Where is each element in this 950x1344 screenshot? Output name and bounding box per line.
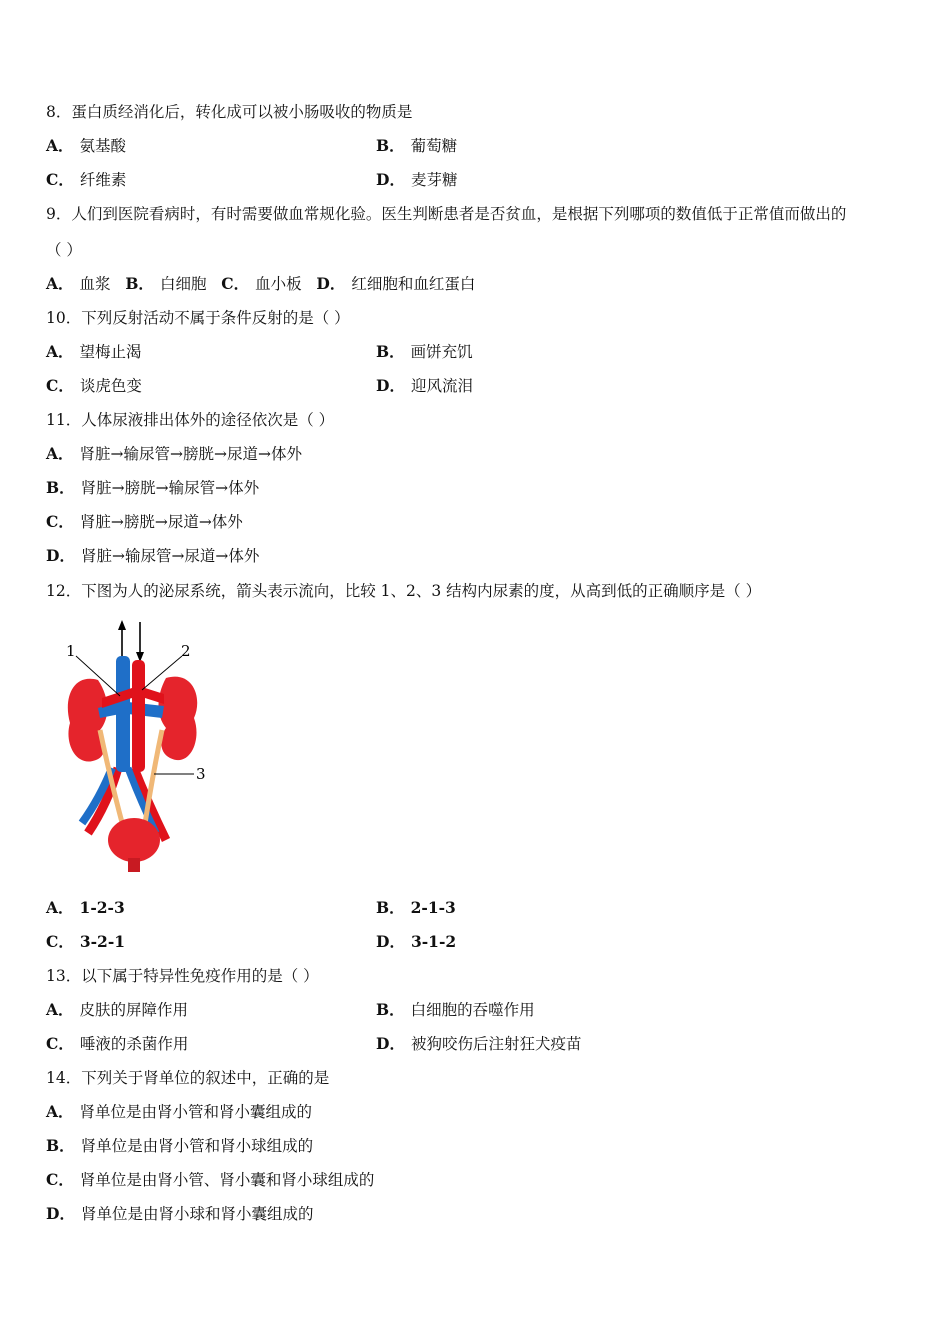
q13-option-d: 被狗咬伤后注射狂犬疫苗 [410, 1035, 582, 1053]
q12-option-c-letter: C． [46, 932, 74, 951]
q8-option-d: 麦芽糖 [410, 171, 458, 189]
q9-option-c-letter: C． [221, 274, 250, 293]
q9-option-d: 红细胞和血红蛋白 [351, 275, 476, 293]
bladder [108, 818, 160, 862]
q8-option-c: 纤维素 [79, 171, 127, 189]
q8-option-a: 氨基酸 [79, 137, 127, 155]
q12-stem: 12．下图为人的泌尿系统，箭头表示流向，比较 1、2、3 结构内尿素的度，从高到低的正确顺序是（ ） [46, 582, 762, 600]
q9-option-b-letter: B． [125, 274, 154, 293]
aorta [132, 660, 145, 772]
q11-option-d: 肾脏→输尿管→尿道→体外 [80, 547, 260, 565]
q14-option-c-letter: C． [46, 1170, 74, 1189]
q10-option-a-letter: A． [46, 342, 74, 361]
q14-option-b-row [46, 1136, 313, 1156]
fig-label-3: 3 [196, 765, 206, 783]
q12-option-d-letter: D． [376, 932, 405, 951]
q8-option-b-letter: B． [376, 136, 405, 155]
q9-option-a-letter: A． [46, 274, 74, 293]
q12-option-d: 3-1-2 [410, 932, 457, 951]
q13-option-a: 皮肤的屏障作用 [79, 1001, 189, 1019]
q12-option-b-letter: B． [376, 898, 405, 917]
q8-option-d-letter: D． [376, 170, 405, 189]
q14-option-c-row [46, 1170, 374, 1190]
q14-option-d-letter: D． [46, 1204, 75, 1223]
kidney-right [159, 677, 198, 760]
q10-option-c: 谈虎色变 [79, 377, 142, 395]
q8-option-b: 葡萄糖 [410, 137, 458, 155]
kidney-left [68, 679, 107, 762]
q11-option-c-row [46, 512, 243, 532]
q10-options-row2 [46, 376, 473, 396]
q11-option-a: 肾脏→输尿管→膀胱→尿道→体外 [79, 445, 302, 463]
q10-stem: 10．下列反射活动不属于条件反射的是（ ） [46, 309, 350, 327]
urinary-system-figure [58, 618, 218, 878]
q8-stem: 8．蛋白质经消化后，转化成可以被小肠吸收的物质是 [46, 103, 413, 121]
q14-option-b-letter: B． [46, 1136, 75, 1155]
q13-stem: 13．以下属于特异性免疫作用的是（ ） [46, 967, 319, 985]
q8-option-a-letter: A． [46, 136, 74, 155]
q9-option-b: 白细胞 [159, 275, 207, 293]
arrow-up-head-icon [118, 620, 126, 630]
q11-option-c-letter: C． [46, 512, 74, 531]
fig-label-2: 2 [181, 642, 191, 660]
q14-option-d-row [46, 1204, 313, 1224]
q9-option-d-letter: D． [316, 274, 346, 293]
q12-option-c: 3-2-1 [79, 932, 126, 951]
q10-option-c-letter: C． [46, 376, 74, 395]
q13-option-a-letter: A． [46, 1000, 74, 1019]
q8-option-c-letter: C． [46, 170, 74, 189]
q13-option-d-letter: D． [376, 1034, 405, 1053]
q13-option-b: 白细胞的吞噬作用 [410, 1001, 535, 1019]
q11-option-d-row [46, 546, 259, 566]
q13-options-row1 [46, 1000, 535, 1020]
q13-options-row2 [46, 1034, 582, 1054]
q11-option-b: 肾脏→膀胱→输尿管→体外 [80, 479, 260, 497]
q10-option-b-letter: B． [376, 342, 405, 361]
q10-option-d-letter: D． [376, 376, 405, 395]
q9-option-c: 血小板 [255, 275, 302, 293]
q13-option-b-letter: B． [376, 1000, 405, 1019]
q14-stem: 14．下列关于肾单位的叙述中，正确的是 [46, 1069, 330, 1087]
q11-option-c: 肾脏→膀胱→尿道→体外 [79, 513, 243, 531]
q10-options-row1 [46, 342, 473, 362]
q10-option-b: 画饼充饥 [410, 343, 473, 361]
q12-options-row2 [46, 932, 457, 952]
q14-option-a: 肾单位是由肾小管和肾小囊组成的 [79, 1103, 313, 1121]
q11-stem: 11．人体尿液排出体外的途径依次是（ ） [46, 411, 335, 429]
q12-option-b: 2-1-3 [410, 898, 456, 917]
q14-option-a-row [46, 1102, 312, 1122]
q12-option-a: 1-2-3 [79, 898, 125, 917]
q9-stem: 9．人们到医院看病时，有时需要做血常规化验。医生判断患者是否贫血，是根据下列哪项的数值低于正常值而做出的 [46, 205, 847, 223]
q9-option-a: 血浆 [79, 275, 111, 293]
q13-option-c: 唾液的杀菌作用 [79, 1035, 189, 1053]
q8-options-row2 [46, 170, 458, 190]
q13-option-c-letter: C． [46, 1034, 74, 1053]
q9-paren: （ ） [46, 241, 82, 259]
urinary-system-diagram [58, 618, 218, 878]
q11-option-b-letter: B． [46, 478, 75, 497]
q14-option-c: 肾单位是由肾小管、肾小囊和肾小球组成的 [79, 1171, 375, 1189]
q10-option-d: 迎风流泪 [410, 377, 473, 395]
q9-options-row [46, 274, 475, 294]
q8-options-row1 [46, 136, 458, 156]
q11-option-b-row [46, 478, 259, 498]
q12-options-row1 [46, 898, 456, 918]
q14-option-d: 肾单位是由肾小球和肾小囊组成的 [80, 1205, 314, 1223]
q12-option-a-letter: A． [46, 898, 74, 917]
q11-option-a-letter: A． [46, 444, 74, 463]
fig-label-1: 1 [66, 642, 76, 660]
q11-option-d-letter: D． [46, 546, 75, 565]
q14-option-a-letter: A． [46, 1102, 74, 1121]
urethra [128, 858, 140, 872]
q11-option-a-row [46, 444, 302, 464]
q10-option-a: 望梅止渴 [79, 343, 142, 361]
q14-option-b: 肾单位是由肾小管和肾小球组成的 [80, 1137, 314, 1155]
